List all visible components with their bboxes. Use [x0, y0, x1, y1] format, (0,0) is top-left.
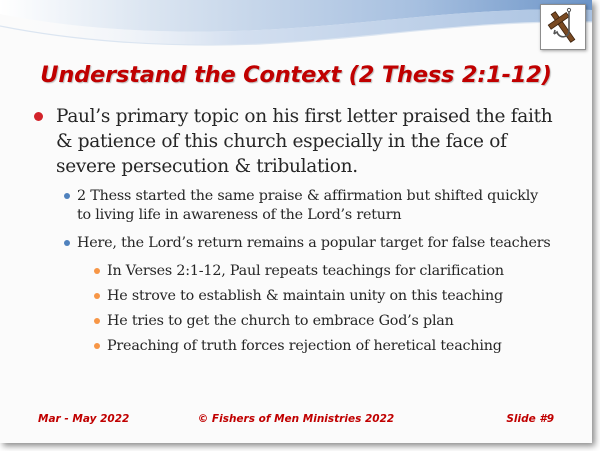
sub-sub-bullet — [94, 287, 554, 306]
footer-slide-number: Slide #9 — [506, 413, 554, 425]
sub-sub-bullet-text: He tries to get the church to embrace God’s plan — [107, 313, 454, 329]
header-swoosh-decoration — [0, 0, 592, 70]
blue-bullet-icon — [64, 193, 70, 199]
sub-bullet-text: 2 Thess started the same praise & affirmation but shifted quickly to living life in awareness of the Lord’s return — [77, 188, 538, 223]
sub-sub-bullet-text: Preaching of truth forces rejection of heretical teaching — [107, 338, 502, 354]
red-bullet-icon — [34, 112, 43, 121]
footer-copyright: © Fishers of Men Ministries 2022 — [197, 413, 395, 425]
main-bullet-text: Paul’s primary topic on his first letter praised the faith & patience of this church especially in the face of severe persecution & tribulation. — [56, 106, 553, 177]
sub-bullet — [64, 234, 554, 253]
cross-and-fishhook-logo — [540, 4, 586, 50]
blue-bullet-icon — [64, 240, 70, 246]
sub-sub-bullet-text: He strove to establish & maintain unity on this teaching — [107, 288, 503, 304]
sub-sub-bullet — [94, 262, 554, 281]
sub-bullet — [64, 187, 554, 225]
orange-bullet-icon — [94, 268, 100, 274]
orange-bullet-icon — [94, 318, 100, 324]
bullet-list — [34, 104, 554, 356]
sub-sub-bullet-text: In Verses 2:1-12, Paul repeats teachings for clarification — [107, 263, 504, 279]
cross-and-fishhook-icon — [541, 5, 585, 49]
sub-sub-bullet — [94, 337, 554, 356]
sub-sub-bullet — [94, 312, 554, 331]
sub-bullet-text: Here, the Lord’s return remains a popular target for false teachers — [77, 235, 551, 251]
footer-date: Mar - May 2022 — [38, 413, 130, 425]
orange-bullet-icon — [94, 293, 100, 299]
orange-bullet-icon — [94, 343, 100, 349]
main-bullet — [34, 104, 554, 179]
slide-title: Understand the Context (2 Thess 2:1-12) — [40, 62, 552, 88]
